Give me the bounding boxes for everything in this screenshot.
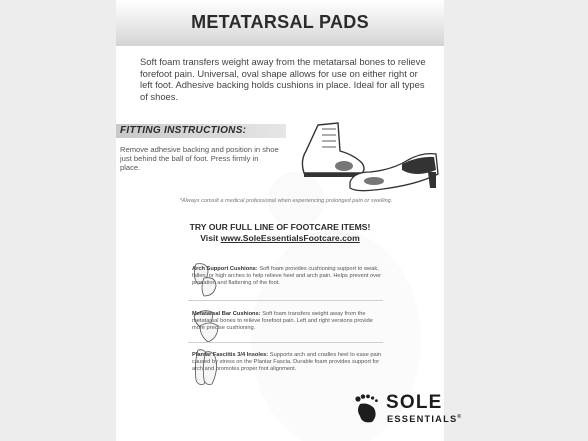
fitting-text: Remove adhesive backing and position in shoe just behind the ball of foot. Press firmly in place. bbox=[120, 145, 279, 173]
product-panel bbox=[116, 0, 463, 441]
page-title: METATARSAL PADS bbox=[191, 12, 369, 32]
product-item-arch-support bbox=[192, 266, 382, 287]
product-name: Plantar Fasciitis 3/4 Insoles: bbox=[192, 352, 269, 358]
registered-mark: ® bbox=[457, 414, 463, 420]
product-desc: Soft foam provides cushioning support to weak, fallen, or high arches to help relieve heel and arch pain. Helps prevent over pronation and flattening of the foot. bbox=[192, 266, 382, 286]
fitting-title: FITTING INSTRUCTIONS: bbox=[120, 125, 247, 136]
divider bbox=[188, 342, 383, 343]
product-item-plantar-insoles bbox=[192, 352, 382, 373]
footprint-logo-icon bbox=[354, 394, 382, 424]
brand-logo-essentials bbox=[387, 414, 462, 424]
intro-text: Soft foam transfers weight away from the metatarsal bones to relieve forefoot pain. Universal, oval shape allows for use on either right or left foot. Adhesive backing holds cushions in place. Ideal for all types of shoes. bbox=[140, 56, 426, 102]
product-item-metatarsal-bar bbox=[192, 311, 382, 332]
product-name: Arch Support Cushions: bbox=[192, 266, 258, 272]
product-name: Metatarsal Bar Cushions: bbox=[192, 311, 261, 317]
brand-logo-sole: SOLE bbox=[386, 392, 443, 413]
disclaimer-text: *Always consult a medical professional when experiencing prolonged pain or swelling. bbox=[179, 198, 393, 204]
cta-visit-label: Visit bbox=[200, 233, 221, 243]
website-link[interactable]: www.SoleEssentialsFootcare.com bbox=[220, 233, 360, 243]
divider bbox=[188, 300, 383, 301]
brand-name: ESSENTIALS bbox=[387, 414, 458, 424]
shoe-illustration bbox=[344, 148, 444, 198]
cta-headline: TRY OUR FULL LINE OF FOOTCARE ITEMS! bbox=[189, 222, 371, 232]
product-desc: Soft foam transfers weight away from the metatarsal bones to relieve forefoot pain. Left and right versions provide more precise cushioning. bbox=[192, 311, 373, 331]
product-desc: Supports arch and cradles heel to ease pain caused by stress on the Plantar Fascia. Durable foam provides support for arch and promotes proper foot alignment. bbox=[192, 352, 382, 372]
cta-visit-line bbox=[116, 233, 444, 243]
